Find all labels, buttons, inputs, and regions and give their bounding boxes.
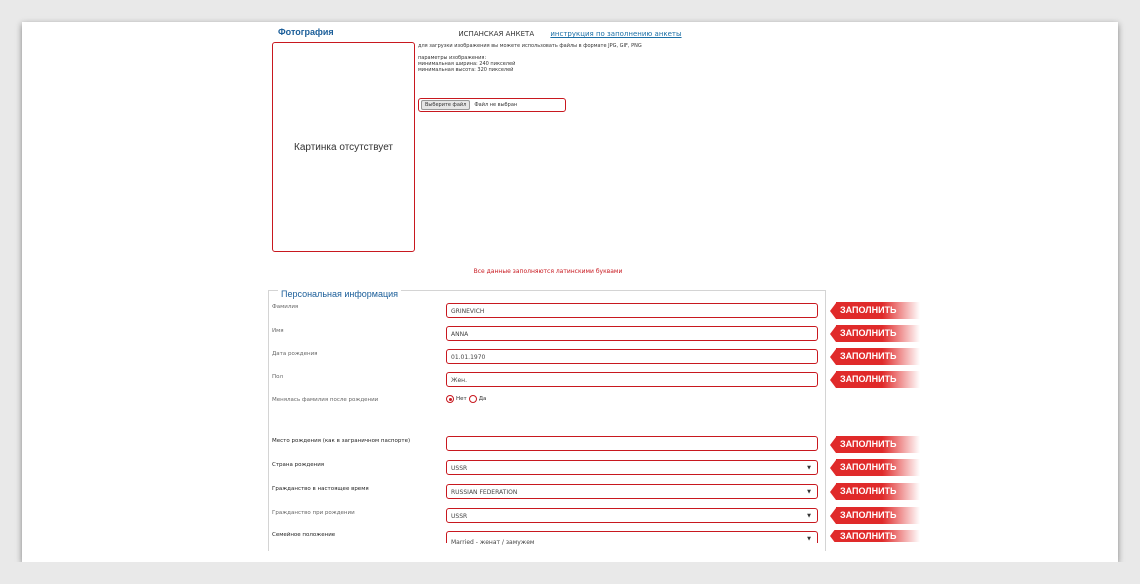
file-input[interactable] bbox=[418, 98, 566, 112]
upload-info-params: параметры изображения: bbox=[418, 55, 487, 61]
fill-button-label: ЗАПОЛНИТЬ bbox=[836, 530, 920, 542]
photo-section-title: Фотография bbox=[278, 27, 334, 37]
upload-info bbox=[418, 43, 642, 73]
citizenship-now-label: Гражданство в настоящее время bbox=[272, 486, 369, 492]
fill-button-marital[interactable] bbox=[830, 530, 920, 542]
birthdate-input[interactable]: 01.01.1970 bbox=[446, 349, 818, 364]
radio-no-label: Нет bbox=[456, 396, 467, 402]
instructions-link[interactable]: инструкция по заполнению анкеты bbox=[550, 30, 682, 38]
birthplace-input[interactable] bbox=[446, 436, 818, 451]
dropdown-caret-icon: ▼ bbox=[807, 489, 811, 495]
birth-country-select[interactable] bbox=[446, 460, 818, 475]
fill-button-citizenship-birth[interactable] bbox=[830, 507, 920, 524]
choose-file-button[interactable]: Выберите файл bbox=[421, 100, 470, 110]
name-changed-label: Менялась фамилия после рождении bbox=[272, 397, 379, 403]
marital-select[interactable] bbox=[446, 531, 818, 546]
fill-button-label: ЗАПОЛНИТЬ bbox=[836, 459, 920, 476]
citizenship-birth-select[interactable] bbox=[446, 508, 818, 523]
upload-info-min-width: минимальная ширина: 240 пикселей bbox=[418, 61, 516, 67]
fill-button-label: ЗАПОЛНИТЬ bbox=[836, 325, 920, 342]
sex-input[interactable]: Жен. bbox=[446, 372, 818, 387]
radio-yes-label: Да bbox=[478, 396, 487, 402]
birthplace-label: Место рождения (как в заграничном паспорте) bbox=[272, 438, 411, 444]
marital-label: Семейное положение bbox=[272, 532, 336, 538]
fill-button-label: ЗАПОЛНИТЬ bbox=[836, 483, 920, 500]
dropdown-caret-icon: ▼ bbox=[807, 536, 811, 542]
surname-label: Фамилия bbox=[272, 304, 299, 310]
surname-input[interactable]: GRINEVICH bbox=[446, 303, 818, 318]
citizenship-now-select[interactable] bbox=[446, 484, 818, 499]
fill-button-surname[interactable] bbox=[830, 302, 920, 319]
dropdown-caret-icon: ▼ bbox=[807, 465, 811, 471]
fill-button-label: ЗАПОЛНИТЬ bbox=[836, 348, 920, 365]
photo-placeholder-text: Картинка отсутствует bbox=[294, 141, 393, 153]
fill-button-citizenship-now[interactable] bbox=[830, 483, 920, 500]
sex-label: Пол bbox=[272, 374, 284, 380]
form-title: ИСПАНСКАЯ АНКЕТА bbox=[458, 30, 535, 38]
upload-info-formats: для загрузки изображения вы можете использовать файлы в формате JPG, GIF, PNG bbox=[418, 43, 642, 49]
fill-button-label: ЗАПОЛНИТЬ bbox=[836, 371, 920, 388]
personal-section-title: Персональная информация bbox=[278, 289, 401, 299]
birthdate-label: Дата рождения bbox=[272, 351, 318, 357]
fill-button-sex[interactable] bbox=[830, 371, 920, 388]
latin-notice: Все данные заполняются латинскими буквами bbox=[473, 268, 623, 275]
fill-button-label: ЗАПОЛНИТЬ bbox=[836, 507, 920, 524]
citizenship-birth-value: USSR bbox=[451, 513, 468, 520]
fill-button-label: ЗАПОЛНИТЬ bbox=[836, 436, 920, 453]
name-changed-radios bbox=[446, 395, 486, 403]
photo-preview bbox=[272, 42, 415, 252]
upload-info-min-height: минимальная высота: 320 пикселей bbox=[418, 67, 514, 73]
fill-button-label: ЗАПОЛНИТЬ bbox=[836, 302, 920, 319]
file-status: Файл не выбран bbox=[474, 102, 518, 108]
radio-no[interactable] bbox=[446, 395, 454, 403]
page-bottom-margin bbox=[0, 562, 1140, 584]
fill-button-birthdate[interactable] bbox=[830, 348, 920, 365]
top-bar bbox=[22, 30, 1118, 38]
radio-yes[interactable] bbox=[469, 395, 477, 403]
marital-value: Married - женат / замужем bbox=[451, 539, 535, 546]
fill-button-birthplace[interactable] bbox=[830, 436, 920, 453]
citizenship-now-value: RUSSIAN FEDERATION bbox=[451, 489, 518, 496]
birth-country-label: Страна рождения bbox=[272, 462, 325, 468]
citizenship-birth-label: Гражданство при рождении bbox=[272, 510, 355, 516]
birth-country-value: USSR bbox=[451, 465, 468, 472]
name-input[interactable]: ANNA bbox=[446, 326, 818, 341]
fill-button-name[interactable] bbox=[830, 325, 920, 342]
fill-button-birth-country[interactable] bbox=[830, 459, 920, 476]
dropdown-caret-icon: ▼ bbox=[807, 513, 811, 519]
name-label: Имя bbox=[272, 328, 284, 334]
